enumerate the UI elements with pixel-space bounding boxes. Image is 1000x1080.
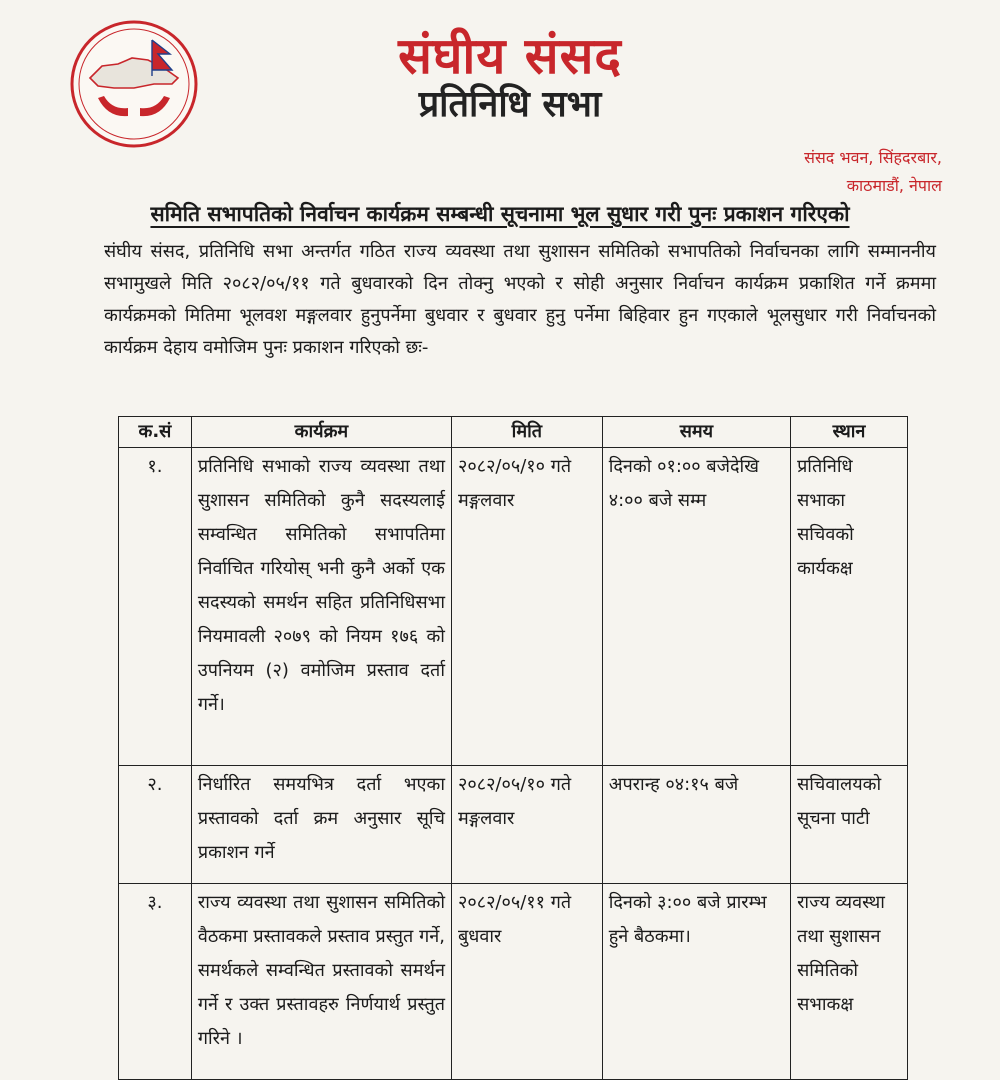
table-header-row (119, 417, 908, 448)
address-line-2: काठमाडौं, नेपाल (846, 176, 942, 195)
col-header-date: मिति (451, 417, 602, 448)
address-line-1: संसद भवन, सिंहदरबार, (804, 148, 942, 167)
cell-date: २०८२/०५/१० गते मङ्गलवार (451, 448, 602, 766)
cell-program: निर्धारित समयभित्र दर्ता भएका प्रस्तावको दर्ता क्रम अनुसार सूचि प्रकाशन गर्ने (191, 766, 451, 884)
cell-sn: २. (119, 766, 192, 884)
schedule-table (118, 416, 908, 1080)
cell-sn: ३. (119, 884, 192, 1080)
notice-title (60, 200, 940, 228)
letterhead-title: संघीय संसद (398, 26, 622, 85)
address-block (804, 144, 942, 200)
cell-program: राज्य व्यवस्था तथा सुशासन समितिको वैठकमा प्रस्तावकले प्रस्ताव प्रस्तुत गर्ने, समर्थकले सम्वन्धित प्रस्तावको समर्थन गर्ने र उक्त प्रस्तावहरु निर्णयार्थ प्रस्तुत गरिने । (191, 884, 451, 1080)
col-header-place: स्थान (791, 417, 908, 448)
cell-time: दिनको ०१:०० बजेदेखि ४:०० बजे सम्म (602, 448, 790, 766)
col-header-program: कार्यक्रम (191, 417, 451, 448)
cell-place: प्रतिनिधि सभाका सचिवको कार्यकक्ष (791, 448, 908, 766)
letterhead (300, 26, 720, 126)
cell-time: अपरान्ह ०४:१५ बजे (602, 766, 790, 884)
col-header-time: समय (602, 417, 790, 448)
table-row (119, 884, 908, 1080)
parliament-seal-icon (68, 18, 200, 150)
notice-body: संघीय संसद, प्रतिनिधि सभा अन्तर्गत गठित राज्य व्यवस्था तथा सुशासन समितिको सभापतिको निर्वाचनका लागि सम्माननीय सभामुखले मिति २०८२/०५/११ गते बुधवारको दिन तोक्नु भएको र सोही अनुसार निर्वाचन कार्यक्रम प्रकाशित गर्ने क्रममा कार्यक्रमको मितिमा भूलवश मङ्गलवार हुनुपर्नेमा बुधवार र बुधवार हुनु पर्नेमा बिहिवार हुन गएकाले भूलसुधार गरी निर्वाचनको कार्यक्रम देहाय वमोजिम पुनः प्रकाशन गरिएको छः- (104, 241, 936, 358)
cell-date: २०८२/०५/१० गते मङ्गलवार (451, 766, 602, 884)
notice-title-text: समिति सभापतिको निर्वाचन कार्यक्रम सम्बन्धी सूचनामा भूल सुधार गरी पुनः प्रकाशन गरिएको (150, 202, 850, 226)
cell-place: सचिवालयको सूचना पाटी (791, 766, 908, 884)
table-row (119, 448, 908, 766)
cell-time: दिनको ३:०० बजे प्रारम्भ हुने बैठकमा। (602, 884, 790, 1080)
cell-program: प्रतिनिधि सभाको राज्य व्यवस्था तथा सुशासन समितिको कुनै सदस्यलाई सम्वन्धित समितिको सभापतिमा निर्वाचित गरियोस् भनी कुनै अर्को एक सदस्यको समर्थन सहित प्रतिनिधिसभा नियमावली २०७९ को नियम १७६ को उपनियम (२) वमोजिम प्रस्ताव दर्ता गर्ने। (191, 448, 451, 766)
table-row (119, 766, 908, 884)
cell-date: २०८२/०५/११ गते बुधवार (451, 884, 602, 1080)
cell-place: राज्य व्यवस्था तथा सुशासन समितिको सभाकक्ष (791, 884, 908, 1080)
col-header-sn: क.सं (119, 417, 192, 448)
cell-sn: १. (119, 448, 192, 766)
letterhead-subtitle: प्रतिनिधि सभा (418, 83, 602, 125)
